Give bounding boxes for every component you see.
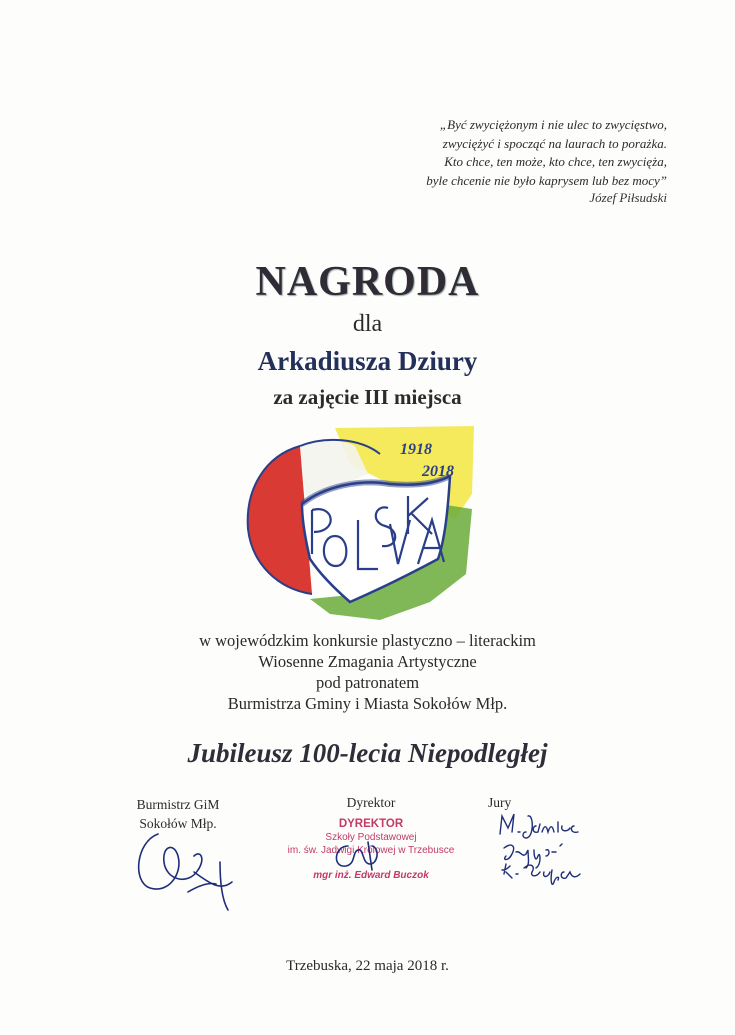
award-place: za zajęcie III miejsca (273, 385, 462, 409)
description-line: w wojewódzkim konkursie plastyczno – literackim (199, 631, 536, 650)
quote-block (287, 116, 667, 190)
stamp-line-4: mgr inż. Edward Buczok (313, 870, 429, 881)
award-title: NAGRODA (255, 259, 480, 305)
quote-author: Józef Piłsudski (589, 190, 667, 205)
mayor-signature (128, 822, 248, 914)
polska-logo (240, 424, 474, 624)
quote-line: „Być zwyciężonym i nie ulec to zwycięstwo, (439, 117, 667, 132)
logo-year-top: 1918 (400, 441, 432, 458)
stamp-line-1: DYREKTOR (338, 818, 404, 830)
director-label: Dyrektor (346, 795, 396, 810)
jury-label: Jury (488, 795, 512, 810)
contest-description (0, 630, 735, 714)
stamp-line-3: im. św. Jadwigi Królowej w Trzebusce (287, 845, 455, 856)
mayor-label-line-2: Sokołów Młp. (139, 816, 217, 831)
stamp-line-2: Szkoły Podstawowej (325, 832, 417, 843)
description-line: Burmistrza Gminy i Miasta Sokołów Młp. (227, 694, 508, 713)
mayor-label-line-1: Burmistrz GiM (136, 797, 220, 812)
quote-line: zwyciężyć i spocząć na laurach to porażka. (442, 135, 667, 151)
logo-year-bottom: 2018 (422, 463, 454, 480)
award-for-word: dla (352, 311, 383, 337)
quote-line: byle chcenie nie było kaprysem lub bez mocy” (426, 172, 667, 188)
description-line: Wiosenne Zmagania Artystyczne (258, 652, 477, 671)
quote-line: Kto chce, ten może, kto chce, ten zwycięża, (444, 154, 667, 169)
director-signature (328, 840, 388, 876)
jubilee-heading: Jubileusz 100-lecia Niepodległej (187, 738, 548, 768)
jury-signatures (490, 808, 600, 890)
description-line: pod patronatem (315, 673, 420, 692)
recipient-name: Arkadiusza Dziury (257, 346, 478, 376)
issue-date: Trzebuska, 22 maja 2018 r. (286, 958, 449, 974)
